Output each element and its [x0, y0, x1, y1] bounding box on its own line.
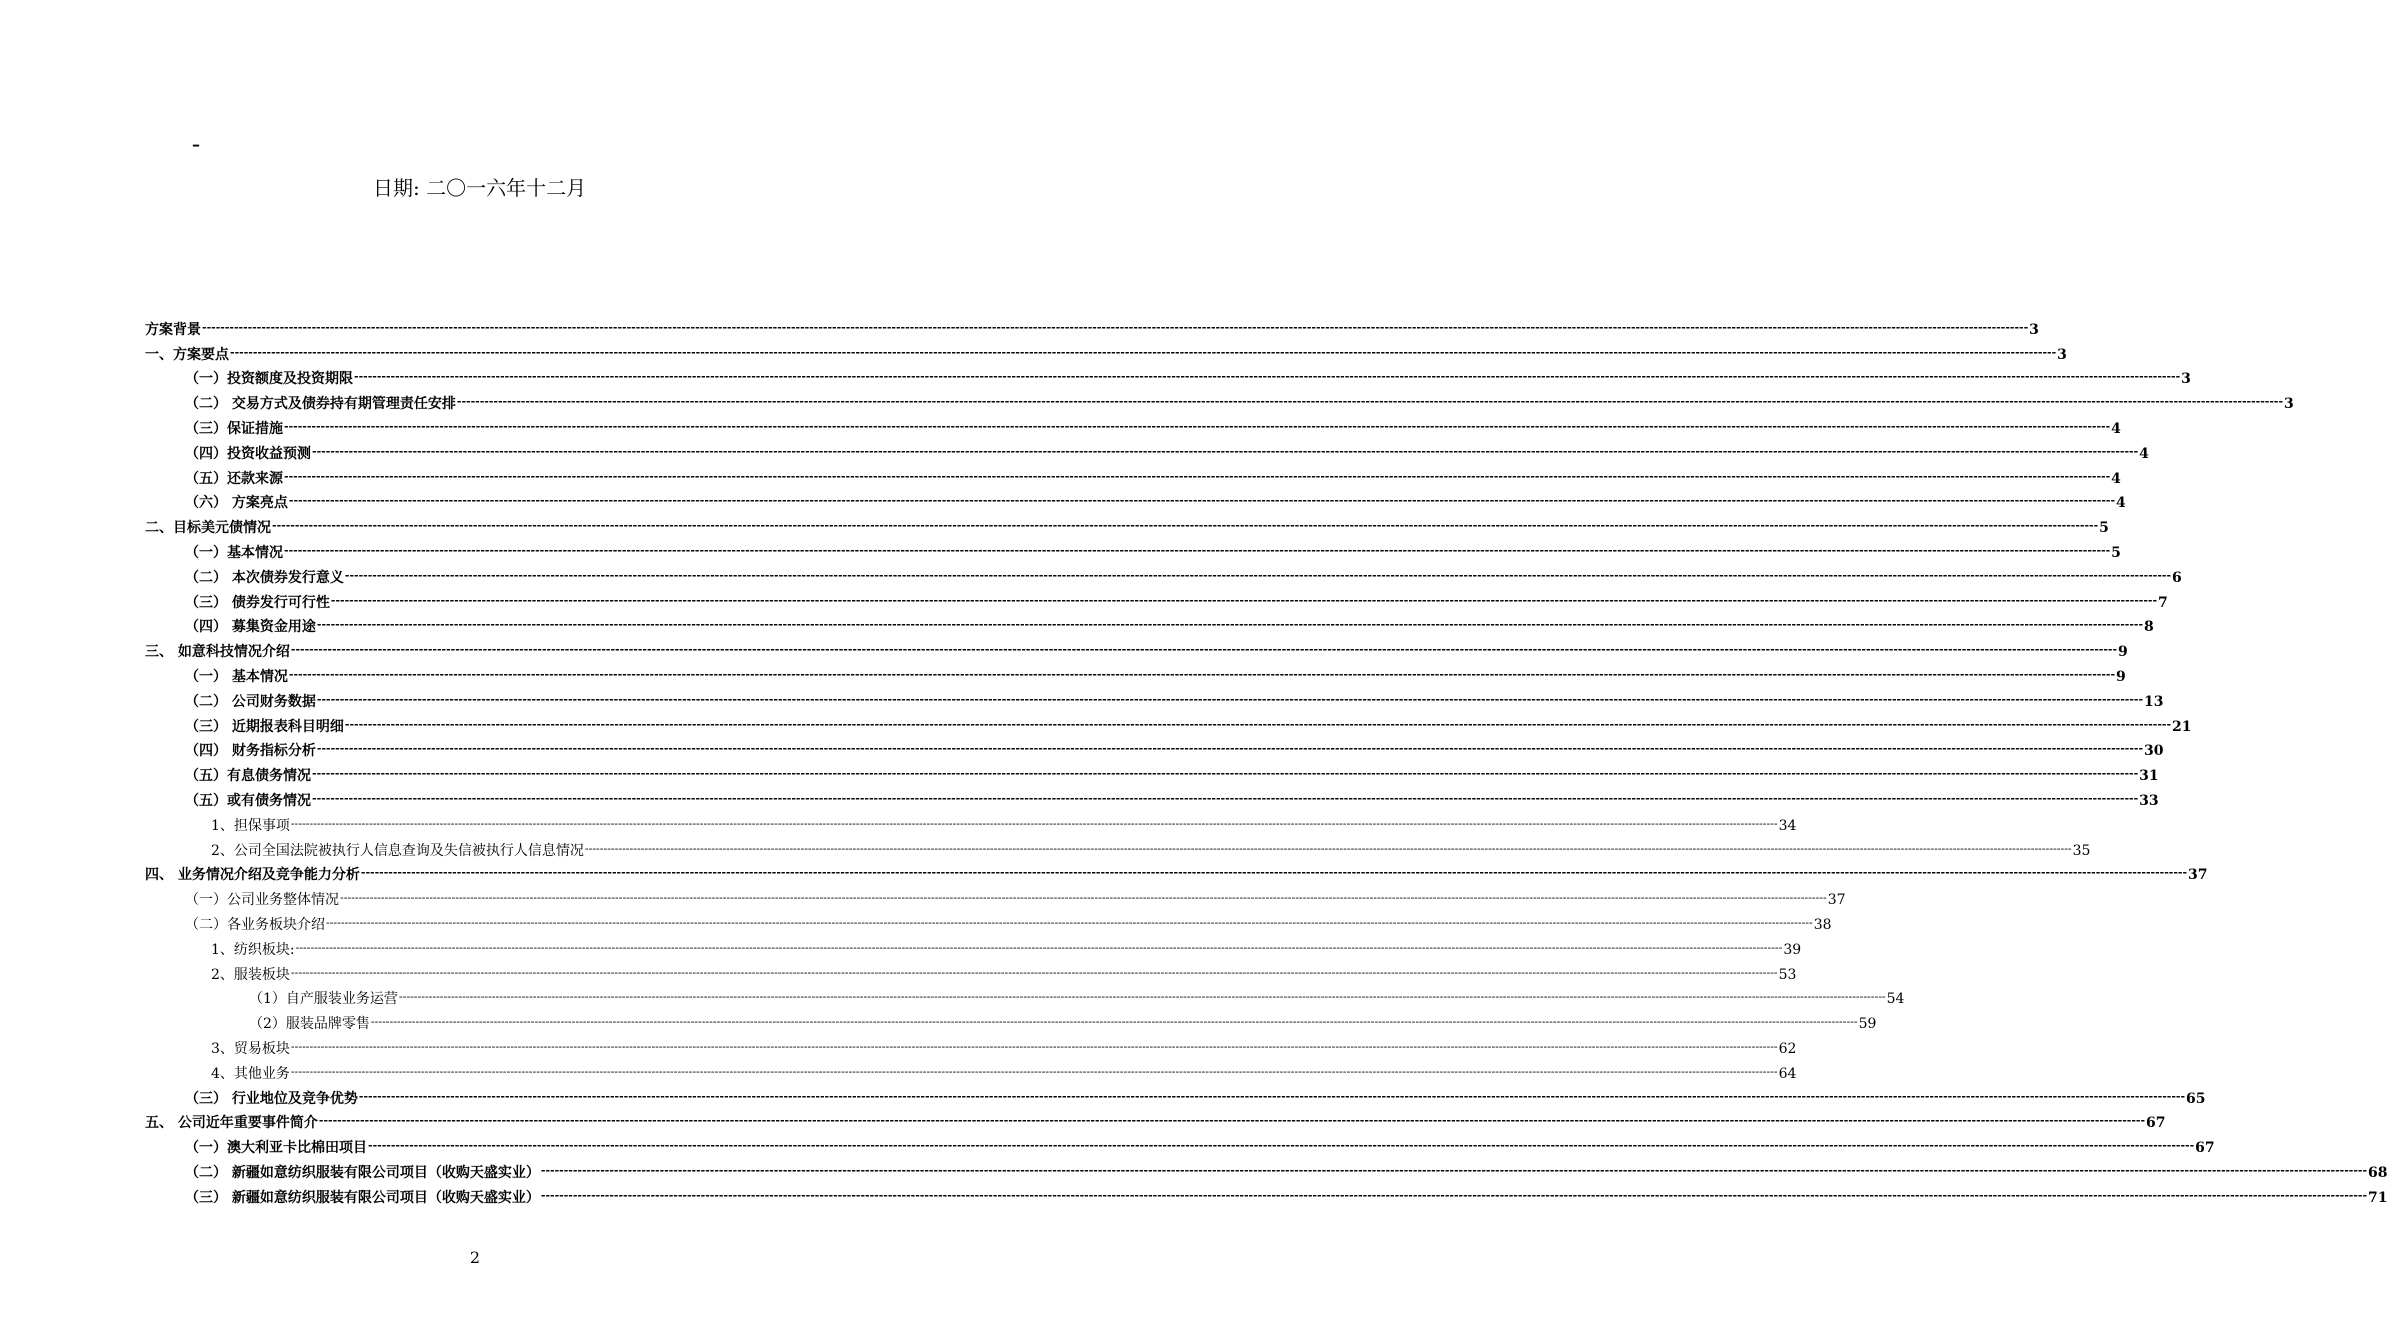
toc-leader-dots: ---------------------------------------------------------------------------------------------------------------------------------------------------------------------------------------------------------------------------------------------------------------------------------------------------------------------------------------------------------------------------------------------------------------- — [398, 990, 1886, 1004]
toc-entry-label: （五）或有债务情况 — [185, 792, 311, 809]
toc-leader-dots: ---------------------------------------------------------------------------------------------------------------------------------------------------------------------------------------------------------------------------------------------------------------------------------------------------------------------------------------------------------------------------------------------------------------- — [230, 345, 2057, 359]
dash-mark: – — [192, 135, 200, 154]
toc-leader-dots: ---------------------------------------------------------------------------------------------------------------------------------------------------------------------------------------------------------------------------------------------------------------------------------------------------------------------------------------------------------------------------------------------------------------- — [290, 1064, 1778, 1078]
toc-entry-page: 34 — [1778, 817, 1797, 834]
toc-leader-dots: ---------------------------------------------------------------------------------------------------------------------------------------------------------------------------------------------------------------------------------------------------------------------------------------------------------------------------------------------------------------------------------------------------------------- — [312, 767, 2139, 781]
toc-entry-page: 3 — [2284, 396, 2294, 413]
toc-leader-dots: ---------------------------------------------------------------------------------------------------------------------------------------------------------------------------------------------------------------------------------------------------------------------------------------------------------------------------------------------------------------------------------------------------------------- — [290, 965, 1778, 979]
toc-entry-page: 9 — [2118, 644, 2128, 661]
page-number: 2 — [469, 1248, 481, 1267]
toc-entry[interactable] — [145, 636, 2128, 661]
toc-leader-dots: ---------------------------------------------------------------------------------------------------------------------------------------------------------------------------------------------------------------------------------------------------------------------------------------------------------------------------------------------------------------------------------------------------------------- — [288, 667, 2116, 681]
toc-entry[interactable] — [145, 339, 2067, 364]
toc-entry-page: 38 — [1813, 916, 1832, 933]
toc-entry-page: 35 — [2072, 842, 2091, 859]
toc-entry-label: （二） 本次债券发行意义 — [185, 569, 344, 586]
toc-leader-dots: ---------------------------------------------------------------------------------------------------------------------------------------------------------------------------------------------------------------------------------------------------------------------------------------------------------------------------------------------------------------------------------------------------------------- — [326, 915, 1813, 929]
toc-entry-page: 54 — [1886, 991, 1905, 1008]
toc-entry[interactable] — [145, 736, 2164, 761]
toc-entry-label: 二、目标美元债情况 — [145, 520, 271, 537]
toc-entry-page: 67 — [2146, 1115, 2166, 1132]
toc-entry[interactable] — [145, 1058, 1797, 1083]
toc-entry[interactable] — [145, 587, 2168, 612]
toc-entry[interactable] — [145, 860, 2208, 885]
toc-leader-dots: ---------------------------------------------------------------------------------------------------------------------------------------------------------------------------------------------------------------------------------------------------------------------------------------------------------------------------------------------------------------------------------------------------------------- — [290, 643, 2118, 657]
toc-entry[interactable] — [145, 314, 2039, 339]
toc-entry-page: 21 — [2172, 718, 2192, 735]
toc-entry[interactable] — [145, 711, 2192, 736]
toc-leader-dots: ---------------------------------------------------------------------------------------------------------------------------------------------------------------------------------------------------------------------------------------------------------------------------------------------------------------------------------------------------------------------------------------------------------------- — [316, 618, 2144, 632]
toc-entry-label: （三） 债券发行可行性 — [185, 594, 330, 611]
toc-leader-dots: ---------------------------------------------------------------------------------------------------------------------------------------------------------------------------------------------------------------------------------------------------------------------------------------------------------------------------------------------------------------------------------------------------------------- — [370, 1015, 1858, 1029]
toc-entry-page: 4 — [2116, 495, 2126, 512]
toc-entry[interactable] — [145, 934, 1802, 959]
toc-entry[interactable] — [145, 438, 2149, 463]
toc-leader-dots: ---------------------------------------------------------------------------------------------------------------------------------------------------------------------------------------------------------------------------------------------------------------------------------------------------------------------------------------------------------------------------------------------------------------- — [360, 866, 2188, 880]
toc-entry-page: 4 — [2111, 470, 2121, 487]
toc-leader-dots: ---------------------------------------------------------------------------------------------------------------------------------------------------------------------------------------------------------------------------------------------------------------------------------------------------------------------------------------------------------------------------------------------------------------- — [354, 370, 2181, 384]
toc-entry[interactable] — [145, 785, 2159, 810]
toc-leader-dots: ---------------------------------------------------------------------------------------------------------------------------------------------------------------------------------------------------------------------------------------------------------------------------------------------------------------------------------------------------------------------------------------------------------------- — [540, 1163, 2368, 1177]
toc-entry-page: 37 — [2188, 867, 2208, 884]
toc-leader-dots: ---------------------------------------------------------------------------------------------------------------------------------------------------------------------------------------------------------------------------------------------------------------------------------------------------------------------------------------------------------------------------------------------------------------- — [290, 1039, 1778, 1053]
toc-entry[interactable] — [145, 488, 2126, 513]
toc-entry-label: （三）保证措施 — [185, 420, 283, 437]
toc-entry[interactable] — [145, 661, 2126, 686]
toc-entry-label: （三） 新疆如意纺织服装有限公司项目（收购天盛实业） — [185, 1189, 540, 1206]
date-line: 日期: 二〇一六年十二月 — [373, 176, 587, 200]
toc-entry-label: （四） 财务指标分析 — [185, 743, 316, 760]
toc-entry-label: （三） 近期报表科目明细 — [185, 718, 344, 735]
toc-entry-label: 3、贸易板块 — [211, 1040, 290, 1057]
toc-entry-page: 7 — [2158, 594, 2168, 611]
toc-leader-dots: ---------------------------------------------------------------------------------------------------------------------------------------------------------------------------------------------------------------------------------------------------------------------------------------------------------------------------------------------------------------------------------------------------------------- — [312, 791, 2139, 805]
toc-entry-page: 62 — [1778, 1040, 1797, 1057]
toc-leader-dots: ---------------------------------------------------------------------------------------------------------------------------------------------------------------------------------------------------------------------------------------------------------------------------------------------------------------------------------------------------------------------------------------------------------------- — [284, 419, 2111, 433]
toc-entry-page: 4 — [2111, 420, 2121, 437]
toc-entry-label: 4、其他业务 — [211, 1065, 290, 1082]
toc-entry[interactable] — [145, 909, 1832, 934]
toc-entry[interactable] — [145, 562, 2182, 587]
toc-leader-dots: ---------------------------------------------------------------------------------------------------------------------------------------------------------------------------------------------------------------------------------------------------------------------------------------------------------------------------------------------------------------------------------------------------------------- — [290, 816, 1778, 830]
toc-entry-label: 1、纺织板块: — [211, 941, 295, 958]
toc-entry-label: （2）服装品牌零售 — [249, 1016, 370, 1033]
toc-entry-page: 30 — [2144, 743, 2164, 760]
toc-leader-dots: ---------------------------------------------------------------------------------------------------------------------------------------------------------------------------------------------------------------------------------------------------------------------------------------------------------------------------------------------------------------------------------------------------------------- — [540, 1188, 2368, 1202]
toc-entry-page: 33 — [2139, 792, 2159, 809]
toc-entry-page: 3 — [2181, 371, 2191, 388]
toc-entry-label: （六） 方案亮点 — [185, 495, 288, 512]
toc-entry-page: 5 — [2111, 544, 2121, 561]
toc-entry[interactable] — [145, 364, 2191, 389]
toc-entry-label: （一）基本情况 — [185, 544, 283, 561]
toc-entry[interactable] — [145, 1008, 1877, 1033]
toc-leader-dots: ---------------------------------------------------------------------------------------------------------------------------------------------------------------------------------------------------------------------------------------------------------------------------------------------------------------------------------------------------------------------------------------------------------------- — [316, 692, 2144, 706]
toc-leader-dots: ---------------------------------------------------------------------------------------------------------------------------------------------------------------------------------------------------------------------------------------------------------------------------------------------------------------------------------------------------------------------------------------------------------------- — [344, 717, 2172, 731]
toc-entry[interactable] — [145, 388, 2294, 413]
toc-entry-page: 53 — [1778, 966, 1797, 983]
toc-entry-label: （一）澳大利亚卡比棉田项目 — [185, 1140, 367, 1157]
toc-leader-dots: ---------------------------------------------------------------------------------------------------------------------------------------------------------------------------------------------------------------------------------------------------------------------------------------------------------------------------------------------------------------------------------------------------------------- — [312, 444, 2139, 458]
toc-entry[interactable] — [145, 512, 2109, 537]
toc-entry-page: 6 — [2172, 569, 2182, 586]
toc-entry-label: 2、公司全国法院被执行人信息查询及失信被执行人信息情况 — [211, 842, 584, 859]
toc-entry-label: （三） 行业地位及竞争优势 — [185, 1090, 358, 1107]
toc-entry-label: 一、方案要点 — [145, 346, 229, 363]
toc-entry-label: （二） 公司财务数据 — [185, 693, 316, 710]
toc-entry-page: 3 — [2029, 321, 2039, 338]
toc-entry-page: 65 — [2186, 1090, 2206, 1107]
toc-entry-label: （五）还款来源 — [185, 470, 283, 487]
toc-leader-dots: ---------------------------------------------------------------------------------------------------------------------------------------------------------------------------------------------------------------------------------------------------------------------------------------------------------------------------------------------------------------------------------------------------------------- — [288, 494, 2116, 508]
toc-entry[interactable] — [145, 1182, 2388, 1207]
toc-entry-page: 68 — [2368, 1164, 2388, 1181]
toc-leader-dots: ---------------------------------------------------------------------------------------------------------------------------------------------------------------------------------------------------------------------------------------------------------------------------------------------------------------------------------------------------------------------------------------------------------------- — [284, 543, 2111, 557]
toc-entry[interactable] — [145, 537, 2121, 562]
toc-entry-label: 2、服装板块 — [211, 966, 290, 983]
toc-entry-page: 9 — [2116, 668, 2126, 685]
toc-entry-label: 方案背景 — [145, 321, 201, 338]
toc-entry-label: 五、 公司近年重要事件简介 — [145, 1115, 318, 1132]
toc-entry-page: 13 — [2144, 693, 2164, 710]
toc-entry-label: （二） 交易方式及债券持有期管理责任安排 — [185, 396, 456, 413]
toc-leader-dots: ---------------------------------------------------------------------------------------------------------------------------------------------------------------------------------------------------------------------------------------------------------------------------------------------------------------------------------------------------------------------------------------------------------------- — [316, 742, 2144, 756]
toc-leader-dots: ---------------------------------------------------------------------------------------------------------------------------------------------------------------------------------------------------------------------------------------------------------------------------------------------------------------------------------------------------------------------------------------------------------------- — [272, 519, 2099, 533]
toc-entry-label: （1）自产服装业务运营 — [249, 991, 398, 1008]
toc-entry-label: （二） 新疆如意纺织服装有限公司项目（收购天盛实业） — [185, 1164, 540, 1181]
toc-entry-page: 31 — [2139, 768, 2159, 785]
toc-entry[interactable] — [145, 686, 2164, 711]
toc-leader-dots: ---------------------------------------------------------------------------------------------------------------------------------------------------------------------------------------------------------------------------------------------------------------------------------------------------------------------------------------------------------------------------------------------------------------- — [318, 1114, 2146, 1128]
toc-entry-label: （五）有息债务情况 — [185, 768, 311, 785]
toc-entry-page: 8 — [2144, 619, 2154, 636]
toc-entry-page: 3 — [2057, 346, 2067, 363]
toc-entry[interactable] — [145, 884, 1846, 909]
table-of-contents — [145, 314, 2388, 1207]
toc-entry[interactable] — [145, 984, 1905, 1009]
toc-entry-page: 39 — [1783, 941, 1802, 958]
toc-leader-dots: ---------------------------------------------------------------------------------------------------------------------------------------------------------------------------------------------------------------------------------------------------------------------------------------------------------------------------------------------------------------------------------------------------------------- — [584, 841, 2072, 855]
toc-entry-page: 5 — [2099, 520, 2109, 537]
toc-entry-label: （二）各业务板块介绍 — [185, 916, 325, 933]
toc-entry-label: 四、 业务情况介绍及竞争能力分析 — [145, 867, 360, 884]
toc-entry-label: （一） 基本情况 — [185, 668, 288, 685]
toc-leader-dots: ---------------------------------------------------------------------------------------------------------------------------------------------------------------------------------------------------------------------------------------------------------------------------------------------------------------------------------------------------------------------------------------------------------------- — [330, 593, 2158, 607]
toc-leader-dots: ---------------------------------------------------------------------------------------------------------------------------------------------------------------------------------------------------------------------------------------------------------------------------------------------------------------------------------------------------------------------------------------------------------------- — [456, 395, 2284, 409]
toc-entry[interactable] — [145, 612, 2154, 637]
toc-entry[interactable] — [145, 1157, 2388, 1182]
toc-leader-dots: ---------------------------------------------------------------------------------------------------------------------------------------------------------------------------------------------------------------------------------------------------------------------------------------------------------------------------------------------------------------------------------------------------------------- — [202, 320, 2029, 334]
toc-entry[interactable] — [145, 1083, 2206, 1108]
toc-entry-page: 64 — [1778, 1065, 1797, 1082]
toc-leader-dots: ---------------------------------------------------------------------------------------------------------------------------------------------------------------------------------------------------------------------------------------------------------------------------------------------------------------------------------------------------------------------------------------------------------------- — [284, 469, 2111, 483]
toc-leader-dots: ---------------------------------------------------------------------------------------------------------------------------------------------------------------------------------------------------------------------------------------------------------------------------------------------------------------------------------------------------------------------------------------------------------------- — [344, 568, 2172, 582]
toc-entry[interactable] — [145, 835, 2091, 860]
toc-entry[interactable] — [145, 463, 2121, 488]
toc-entry-label: （四）投资收益预测 — [185, 445, 311, 462]
toc-entry[interactable] — [145, 959, 1797, 984]
toc-entry-page: 59 — [1858, 1016, 1877, 1033]
toc-entry-label: （一）公司业务整体情况 — [185, 892, 339, 909]
toc-entry[interactable] — [145, 1132, 2215, 1157]
toc-entry[interactable] — [145, 1108, 2166, 1133]
toc-entry-page: 4 — [2139, 445, 2149, 462]
toc-entry[interactable] — [145, 810, 1797, 835]
toc-entry-label: （四） 募集资金用途 — [185, 619, 316, 636]
toc-entry-page: 71 — [2368, 1189, 2388, 1206]
toc-entry[interactable] — [145, 760, 2159, 785]
toc-leader-dots: ---------------------------------------------------------------------------------------------------------------------------------------------------------------------------------------------------------------------------------------------------------------------------------------------------------------------------------------------------------------------------------------------------------------- — [368, 1139, 2195, 1153]
toc-entry-page: 37 — [1827, 892, 1846, 909]
toc-entry-page: 67 — [2195, 1140, 2215, 1157]
toc-leader-dots: ---------------------------------------------------------------------------------------------------------------------------------------------------------------------------------------------------------------------------------------------------------------------------------------------------------------------------------------------------------------------------------------------------------------- — [358, 1089, 2186, 1103]
toc-leader-dots: ---------------------------------------------------------------------------------------------------------------------------------------------------------------------------------------------------------------------------------------------------------------------------------------------------------------------------------------------------------------------------------------------------------------- — [295, 940, 1783, 954]
toc-leader-dots: ---------------------------------------------------------------------------------------------------------------------------------------------------------------------------------------------------------------------------------------------------------------------------------------------------------------------------------------------------------------------------------------------------------------- — [340, 891, 1827, 905]
toc-entry[interactable] — [145, 1033, 1797, 1058]
toc-entry[interactable] — [145, 413, 2121, 438]
toc-entry-label: 三、 如意科技情况介绍 — [145, 644, 290, 661]
toc-entry-label: （一）投资额度及投资期限 — [185, 371, 353, 388]
toc-entry-label: 1、担保事项 — [211, 817, 290, 834]
